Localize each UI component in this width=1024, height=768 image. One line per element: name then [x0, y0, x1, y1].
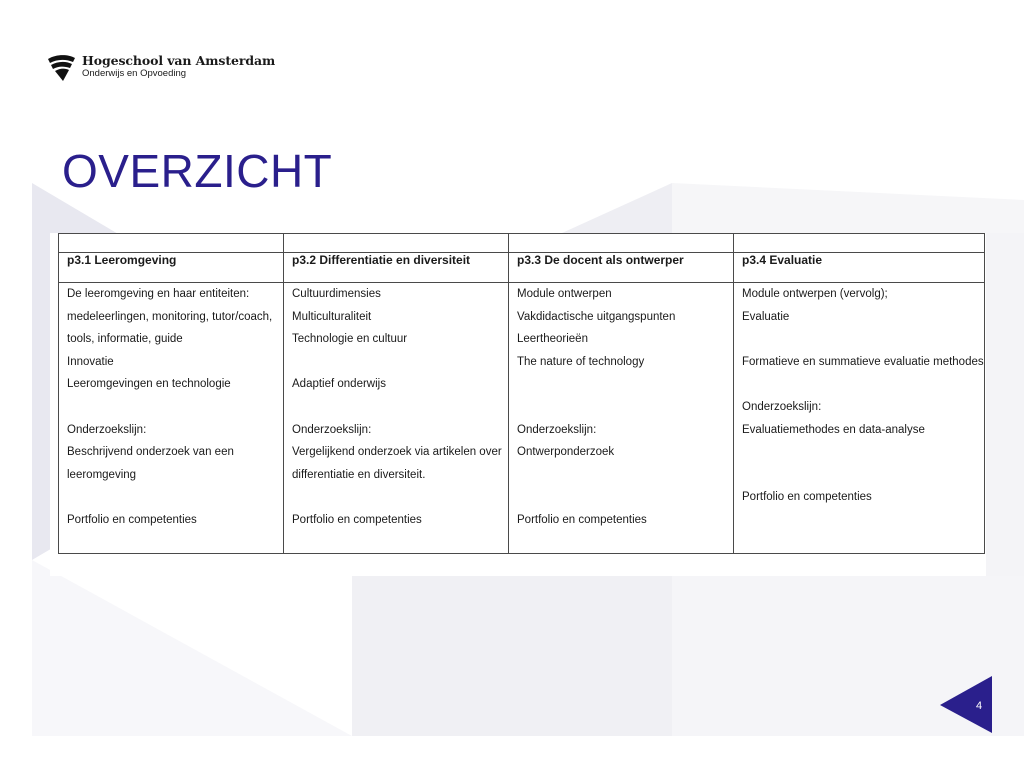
content-line: medeleerlingen, monitoring, tutor/coach,: [67, 310, 273, 323]
table-cell: [59, 234, 284, 253]
content-line: Evaluatiemethodes en data-analyse: [742, 423, 925, 436]
content-line: [742, 373, 976, 396]
content-line: Leeromgevingen en technologie: [67, 378, 231, 391]
content-line: Onderzoekslijn:: [292, 423, 372, 436]
content-line: [742, 441, 976, 464]
content-line: leeromgeving: [67, 468, 137, 481]
content-line: Module ontwerpen (vervolg);: [742, 288, 888, 300]
column-header: p3.2 Differentiatie en diversiteit: [284, 253, 509, 283]
content-line: Module ontwerpen: [517, 288, 612, 300]
column-content-3: [509, 283, 734, 554]
content-line: [517, 373, 725, 396]
institution-logo: [46, 53, 275, 83]
column-header: p3.4 Evaluatie: [734, 253, 985, 283]
content-line: Leertheorieën: [517, 333, 588, 346]
content-line: [67, 486, 275, 509]
content-line: Vakdidactische uitgangspunten: [517, 310, 676, 323]
column-header: p3.1 Leeromgeving: [59, 253, 284, 283]
table-cell: [284, 234, 509, 253]
logo-subtitle: Onderwijs en Opvoeding: [82, 68, 187, 79]
content-line: Onderzoekslijn:: [742, 400, 822, 413]
column-header: p3.3 De docent als ontwerper: [509, 253, 734, 283]
column-content-2: [284, 283, 509, 554]
content-line: [292, 351, 500, 374]
table-cell: [734, 234, 985, 253]
content-line: [517, 396, 725, 419]
content-line: Adaptief onderwijs: [292, 378, 386, 391]
content-line: Multiculturaliteit: [292, 310, 372, 323]
content-line: Onderzoekslijn:: [517, 423, 597, 436]
table-header-row: [59, 253, 985, 283]
content-line: [517, 486, 725, 509]
page-number-badge: [940, 676, 992, 733]
content-line: Onderzoekslijn:: [67, 423, 147, 436]
content-line: Cultuurdimensies: [292, 288, 381, 300]
content-line: De leeromgeving en haar entiteiten:: [67, 288, 250, 300]
content-line: [292, 396, 500, 419]
column-content-1: [59, 283, 284, 554]
content-line: Evaluatie: [742, 310, 790, 323]
overview-table-image: [50, 233, 986, 576]
logo-name: Hogeschool van Amsterdam: [82, 53, 276, 68]
table-body-row: [59, 283, 985, 554]
content-line: Portfolio en competenties: [742, 491, 872, 504]
content-line: Technologie en cultuur: [292, 333, 408, 346]
content-line: Vergelijkend onderzoek via artikelen over: [292, 446, 502, 459]
table-top-stub-row: [59, 234, 985, 253]
column-content-4: [734, 283, 985, 554]
content-line: Portfolio en competenties: [292, 513, 422, 526]
content-line: [67, 396, 275, 419]
content-line: Formatieve en summatieve evaluatie methodes: [742, 355, 984, 368]
content-line: differentiatie en diversiteit.: [292, 468, 426, 481]
hva-logo-icon: [46, 53, 76, 83]
content-line: [742, 328, 976, 351]
content-line: Ontwerponderzoek: [517, 446, 615, 459]
content-line: Portfolio en competenties: [67, 513, 197, 526]
content-line: Innovatie: [67, 355, 114, 368]
content-line: Portfolio en competenties: [517, 513, 647, 526]
content-line: tools, informatie, guide: [67, 333, 183, 346]
content-line: [517, 464, 725, 487]
overview-table: [58, 233, 985, 554]
table-cell: [509, 234, 734, 253]
content-line: The nature of technology: [517, 355, 645, 368]
slide-title: OVERZICHT: [62, 145, 333, 197]
content-line: [742, 464, 976, 487]
content-line: Beschrijvend onderzoek van een: [67, 446, 234, 459]
content-line: [292, 486, 500, 509]
page-number: 4: [976, 700, 983, 712]
